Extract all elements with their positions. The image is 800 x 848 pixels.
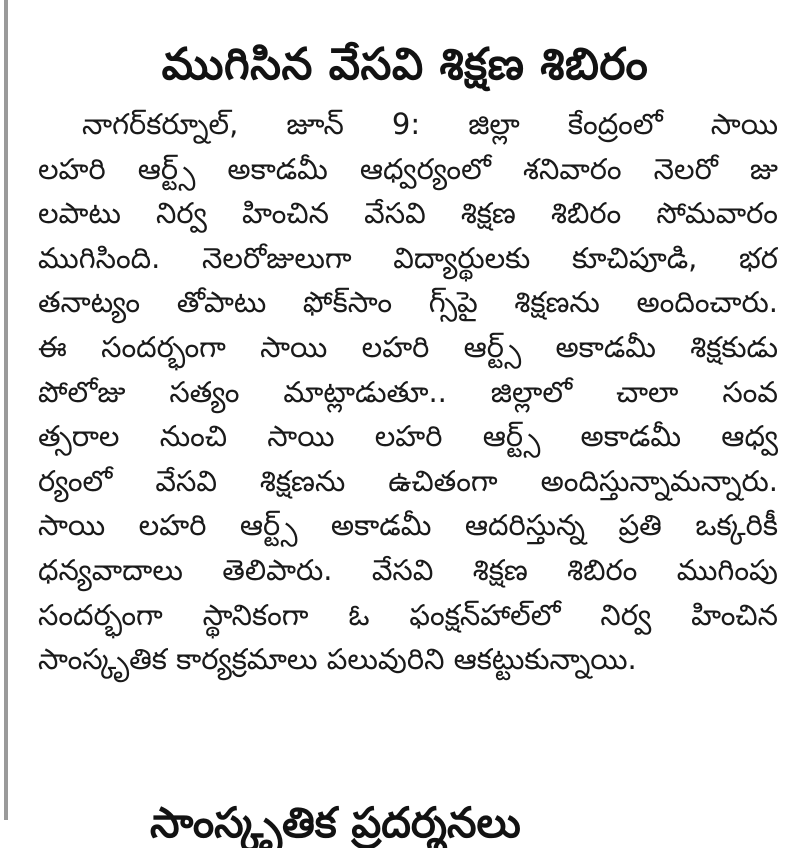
article-line: ర్యంలో వేసవి శిక్షణను ఉచితంగా అందిస్తున్నామన్నారు.	[38, 463, 778, 498]
article-line: లపాటు నిర్వ హించిన వేసవి శిక్షణ శిబిరం సోమవారం	[38, 196, 778, 231]
article-line: పోలోజు సత్యం మాట్లాడుతూ.. జిల్లాలో చాలా సంవ	[38, 374, 778, 409]
article-headline: ముగిసిన వేసవి శిక్షణ శిబిరం	[161, 39, 649, 90]
next-article-headline: సాంస్కృతిక ప్రదర్శనలు	[150, 798, 521, 847]
article-line: ధన్యవాదాలు తెలిపారు. వేసవి శిక్షణ శిబిరం ముగింపు	[38, 552, 778, 587]
article-line: ముగిసింది. నెలరోజులుగా విద్యార్థులకు కూచిపూడి, భర	[38, 240, 778, 275]
article-line: లహరి ఆర్ట్స్ అకాడమీ ఆధ్వర్యంలో శనివారం నెలరో జు	[38, 151, 778, 186]
article-line: సాయి లహరి ఆర్ట్స్ అకాడమీ ఆదరిస్తున్న ప్రతి ఒక్కరికీ	[38, 508, 778, 543]
article-body	[38, 102, 778, 682]
article-line: నాగర్‌కర్నూల్, జూన్ 9: జిల్లా కేంద్రంలో సాయి	[82, 107, 778, 141]
column-divider	[4, 0, 8, 820]
article-line: సాంస్కృతిక కార్యక్రమాలు పలువురిని ఆకట్టుకున్నాయి.	[38, 642, 637, 677]
article-line: సందర్భంగా స్థానికంగా ఓ ఫంక్షన్‌హాల్‌లో నిర్వ హించిన	[38, 597, 778, 632]
article-line: ఈ సందర్భంగా సాయి లహరి ఆర్ట్స్ అకాడమీ శిక్షకుడు	[38, 329, 778, 364]
article-line: త్సరాల నుంచి సాయి లహరి ఆర్ట్స్ అకాడమీ ఆధ్వ	[38, 419, 778, 454]
article-line: తనాట్యం తోపాటు ఫోక్‌సాం గ్స్‌పై శిక్షణను అందించారు.	[38, 285, 778, 320]
